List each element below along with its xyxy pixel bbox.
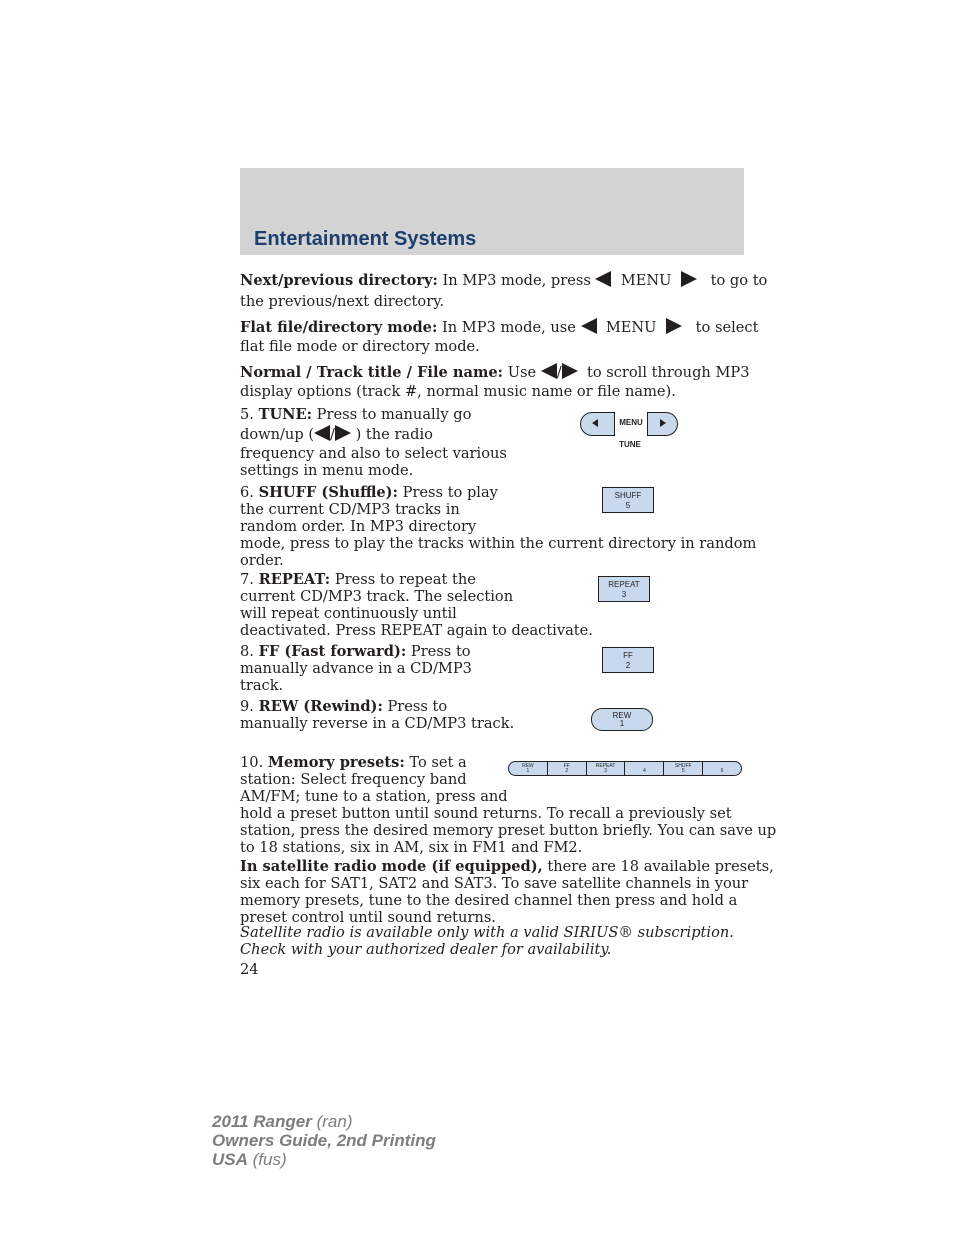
page-number: 24 [240, 961, 259, 978]
flat-file-line2: flat file mode or directory mode. [240, 338, 480, 355]
tune-control-icon [580, 412, 678, 436]
tune-left-icon [592, 419, 598, 427]
memory-presets-paragraph: 10. Memory presets: To set a station: Select frequency band AM/FM; tune to a station, press and hold a preset button until sound returns. To recall a previously set station, press the desired memory preset button briefly. You can save up to 18 stations, six in AM, six in FM1 and FM2. [240, 754, 777, 856]
repeat-paragraph: 7. REPEAT: Press to repeat the current CD/MP3 track. The selection will repeat continuously until deactivated. Press REPEAT again to deactivate. [240, 571, 593, 639]
preset-button-6: 6 [720, 768, 724, 774]
seek-right-icon [666, 318, 682, 334]
seek-left-icon [314, 425, 330, 441]
next-directory-line2: the previous/next directory. [240, 293, 445, 310]
seek-right-icon [681, 271, 697, 287]
normal-track-line2: display options (track #, normal music name or file name). [240, 383, 676, 400]
document-footer: 2011 Ranger (ran) Owners Guide, 2nd Printing USA (fus) [212, 1112, 436, 1169]
fast-forward-paragraph: 8. FF (Fast forward): Press to manually advance in a CD/MP3 track. [240, 643, 472, 694]
section-title: Entertainment Systems [254, 228, 477, 250]
rewind-paragraph: 9. REW (Rewind): Press to manually reverse in a CD/MP3 track. [240, 698, 515, 732]
tune-right-icon [660, 419, 666, 427]
preset-button-4: 4 [625, 762, 664, 775]
seek-left-icon [581, 318, 597, 334]
seek-left-icon [541, 363, 557, 379]
rewind-button-icon: REW 1 [591, 708, 653, 731]
fast-forward-button-icon: FF 2 [602, 647, 654, 673]
preset-bar-icon [508, 761, 742, 776]
seek-left-icon [595, 271, 611, 287]
preset-button-2: FF 2 [548, 762, 587, 775]
tune-paragraph: 5. TUNE: Press to manually go down/up ( / ) the radio frequency and also to select various settings in menu mode. [240, 406, 507, 479]
seek-right-icon [562, 363, 578, 379]
normal-track-paragraph: Normal / Track title / File name: Use / to scroll through MP3 [240, 364, 750, 381]
preset-button-5: SHUFF 5 [664, 762, 703, 775]
section-header [240, 168, 744, 255]
tune-label: TUNE [619, 440, 641, 449]
repeat-button-icon: REPEAT 3 [598, 576, 650, 602]
satellite-note: Satellite radio is available only with a valid SIRIUS® subscription. Check with your authorized dealer for availability. [240, 924, 734, 958]
shuffle-paragraph: 6. SHUFF (Shuffle): Press to play the current CD/MP3 tracks in random order. In MP3 directory mode, press to play the tracks within the current directory in random order. [240, 484, 757, 569]
menu-button-label: MENU [614, 412, 648, 436]
shuffle-button-icon: SHUFF 5 [602, 487, 654, 513]
satellite-paragraph: In satellite radio mode (if equipped), there are 18 available presets, six each for SAT1, SAT2 and SAT3. To save satellite channels in your memory presets, tune to the desired channel then press and hold a preset control until sound returns. [240, 858, 774, 926]
next-directory-paragraph: Next/previous directory: In MP3 mode, press MENU to go to [240, 272, 768, 289]
preset-button-1: REW 1 [509, 762, 548, 775]
preset-button-3: REPEAT 3 [587, 762, 626, 775]
seek-right-icon [335, 425, 351, 441]
flat-file-paragraph: Flat file/directory mode: In MP3 mode, use MENU to select [240, 319, 759, 336]
